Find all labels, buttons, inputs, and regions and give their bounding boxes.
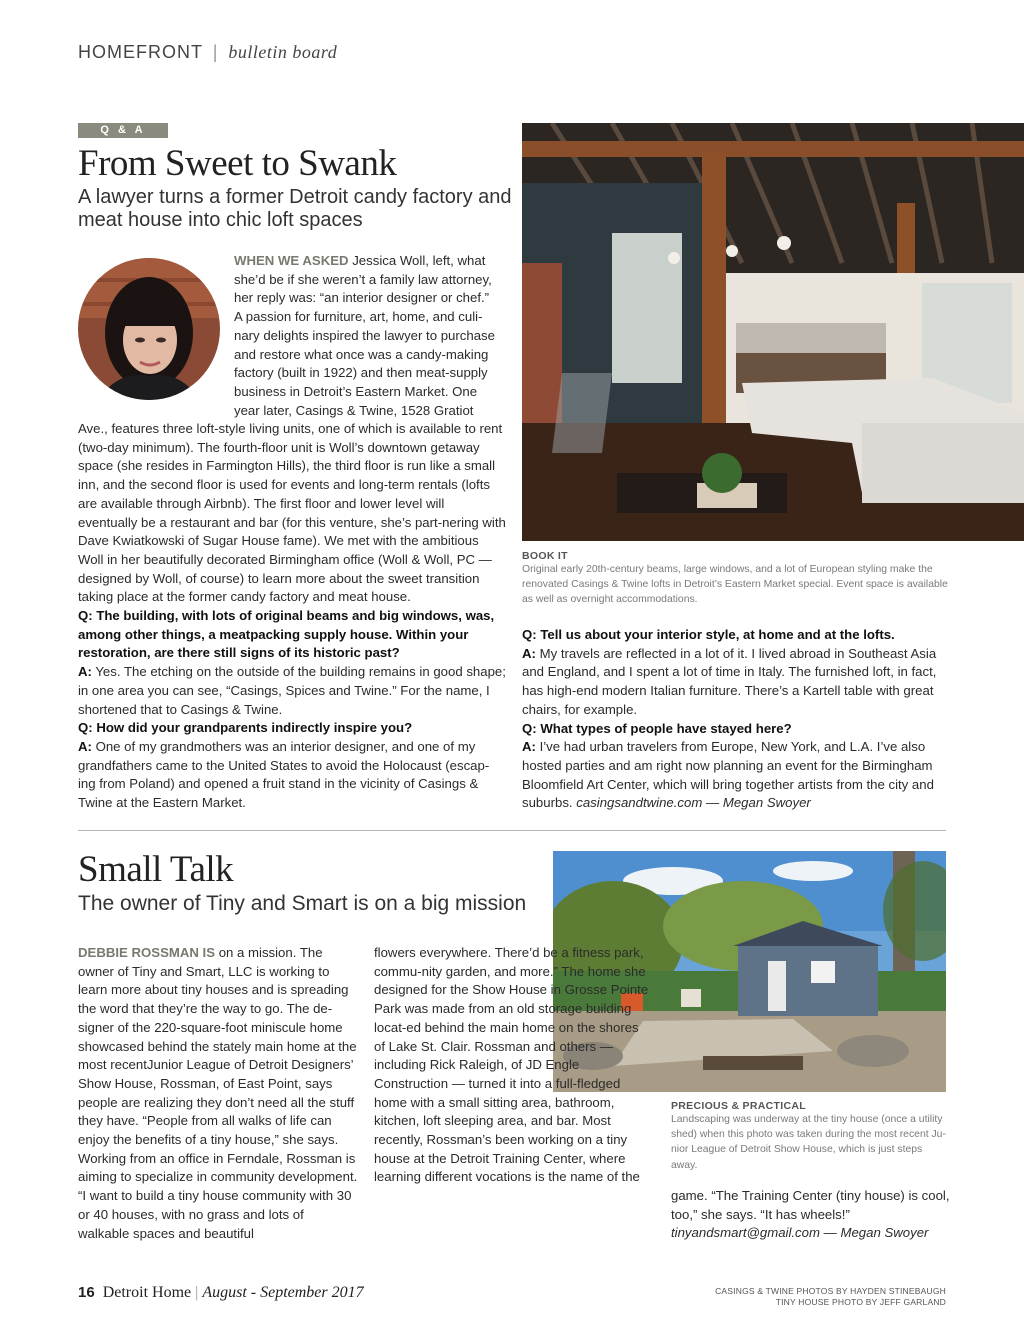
section-name: HOMEFRONT: [78, 42, 203, 62]
answer-1: Yes. The etching on the outside of the building remains in good shape; in one area you can see, “Casings, Spices and Twine.” For the name, I shortened that to Casings & Twine.: [78, 664, 506, 717]
section-divider: [78, 830, 946, 831]
intro-line: Jessica Woll, left, what: [348, 253, 486, 268]
issue-date: August - September 2017: [202, 1284, 364, 1301]
question-2: Q: How did your grandparents indirectly inspire you?: [78, 720, 413, 736]
story-subtitle: A lawyer turns a former Detroit candy factory and meat house into chic loft spaces: [78, 186, 512, 231]
caption-title-2: PRECIOUS & PRACTICAL: [671, 1100, 806, 1112]
section-header: [78, 42, 337, 63]
col-1-text: on a mission. The owner of Tiny and Smart, LLC is working to learn more about tiny houses and is spreading the word that they’re the way to go. The de-signer of the 220-square-foot miniscule home showcased behind the stately main home at the most recentJunior League of Detroit Designers’ Show House, Rossman, of East Point, says people are realizing they don’t need all the stuff they have. “People from all walks of life can enjoy the benefits of a tiny house,” she says. Working from an office in Ferndale, Rossman is aiming to specialize in community development. “I want to build a tiny house community with 30 or 40 houses, with no grass and lots of walkable spaces and beautiful: [78, 945, 358, 1241]
answer-label: A:: [78, 738, 92, 754]
col-2-text: flowers everywhere. There’d be a fitness park, commu-nity garden, and more.” The home she designed for the Show House in Grosse Pointe Park was made from an old storage building locat-ed behind the main home on the shores of Lake St. Clair. Rossman and others — including Rick Raleigh, of JD Engle Construction — turned it into a full-fledged home with a small sitting area, bathroom, kitchen, loft sleeping area, and bar. Most recently, Rossman’s been working on a tiny house at the Detroit Training Center, where learning different vocations is the name of the: [374, 945, 649, 1185]
question-1: Q: The building, with lots of original beams and big windows, was, among other things, a meatpacking supply house. Within your restoration, are there still signs of its historic past?: [78, 608, 495, 661]
answer-2: One of my grandmothers was an interior designer, and one of my grandfathers came to the United States to avoid the Holocaust (escap-ing from Poland) and opened a fruit stand in the vicinity of Casings & Twine at the Eastern Market.: [78, 738, 490, 811]
col-3-text: game. “The Training Center (tiny house) is cool, too,” she says. “It has wheels!”: [671, 1188, 950, 1222]
small-talk-col-1: [78, 944, 358, 1243]
question-3: Q: Tell us about your interior style, at home and at the lofts.: [522, 627, 895, 642]
loft-caption: [522, 550, 952, 608]
question-4: Q: What types of people have stayed here?: [522, 720, 792, 736]
story-title-2: Small Talk: [78, 849, 234, 890]
story-signoff-2: tinyandsmart@gmail.com — Megan Swoyer: [671, 1225, 929, 1241]
intro-continued: Ave., features three loft-style living units, one of which is available to rent (two-day minimum). The fourth-floor unit is Woll’s downtown getaway space (she resides in Farmington Hills), the third floor is run like a small inn, and the second floor is used for events and long-term rentals (lofts are available through Airbnb). The first floor and lower level will eventually be a restaurant and bar (for this venture, she’s part-nering with Dave Kwiatkowski of Sugar House fame). We met with the ambitious Woll in her beautifully decorated Birmingham office (Woll & Woll, PC — designed by Woll, of course) to learn more about the sweet transition taking place at the former candy factory and meat house.: [78, 421, 506, 605]
photo-credit: CASINGS & TWINE PHOTOS BY HAYDEN STINEBAUGH: [715, 1286, 946, 1296]
subsection-name: bulletin board: [228, 42, 338, 62]
intro-line: A passion for furniture, art, home, and culi-: [234, 309, 483, 325]
intro-line: her reply was: “an interior designer or chef.”: [234, 290, 490, 306]
story-subtitle-2: The owner of Tiny and Smart is on a big mission: [78, 892, 527, 915]
intro-line: factory (built in 1922) and then meat-supply: [234, 365, 488, 381]
intro-line: year later, Casings & Twine, 1528 Gratiot: [234, 402, 474, 418]
intro-line: business in Detroit’s Eastern Market. One: [234, 383, 478, 399]
caption-text: Original early 20th-century beams, large windows, and a lot of European styling make the renovated Casings & Twine lofts in Detroit’s Eastern Market special. Event space is available as well as overnight accommodations.: [522, 564, 948, 606]
answer-label: A:: [522, 739, 536, 755]
story-signoff: casingsandtwine.com — Megan Swoyer: [576, 795, 811, 811]
qa-right-column: [522, 626, 948, 813]
story-title: From Sweet to Swank: [78, 143, 397, 184]
small-talk-col-3: [671, 1187, 953, 1243]
magazine-name: Detroit Home: [102, 1284, 192, 1301]
answer-label: A:: [522, 645, 536, 661]
tiny-house-caption: [671, 1100, 951, 1173]
page-number: 16: [78, 1284, 95, 1301]
lead-in: WHEN WE ASKED: [234, 253, 349, 268]
portrait-photo: [78, 258, 220, 400]
page-footer: 16 Detroit Home | August - September 2017: [78, 1284, 364, 1301]
caption-title: BOOK IT: [522, 550, 568, 562]
loft-photo: [522, 123, 1024, 541]
intro-text: [234, 252, 506, 420]
intro-line: nary delights inspired the lawyer to purchase: [234, 327, 495, 343]
caption-text-2: Landscaping was underway at the tiny house (once a utility shed) when this photo was taken during the most recent Ju-nior League of Detroit Show House, which is just steps away.: [671, 1114, 946, 1171]
intro-line: and restore what once was a candy-making: [234, 346, 489, 362]
qa-tag: Q & A: [78, 123, 168, 138]
photo-credit: TINY HOUSE PHOTO BY JEFF GARLAND: [775, 1296, 946, 1307]
intro-line: she’d be if she weren’t a family law attorney,: [234, 271, 492, 287]
lead-in-2: DEBBIE ROSSMAN IS: [78, 945, 216, 960]
answer-label: A:: [78, 664, 92, 680]
photo-credits: [715, 1286, 946, 1307]
small-talk-col-2: [374, 944, 650, 1187]
answer-4: I’ve had urban travelers from Europe, New York, and L.A. I’ve also hosted parties and am right now planning an event for the Birmingham Bloomfield Art Center, which will bring together artists from the city and suburbs.: [522, 739, 934, 811]
header-divider: |: [212, 42, 219, 62]
qa-left-column: [78, 420, 506, 813]
answer-3: My travels are reflected in a lot of it. I lived abroad in Southeast Asia and England, and I spent a lot of time in Italy. The furnished loft, in fact, has high-end modern Italian furniture. There’s a Kartell table with great chairs, for example.: [522, 645, 937, 717]
